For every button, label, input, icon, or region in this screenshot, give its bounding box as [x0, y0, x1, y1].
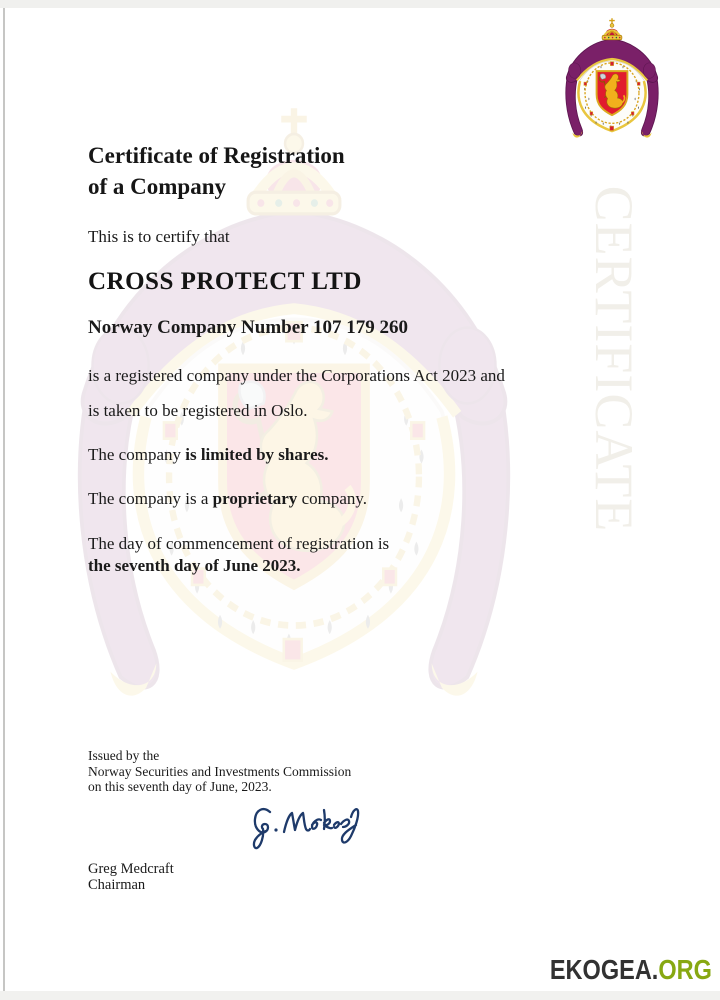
- top-frame-strip: [0, 0, 720, 8]
- certificate-watermark-text: CERTIFICATE: [584, 185, 644, 533]
- brand-name: EKOGEA.: [549, 954, 659, 985]
- proprietary-prefix: The company is a: [88, 489, 213, 508]
- left-frame-line: [3, 8, 5, 991]
- certify-line: This is to certify that: [88, 227, 230, 246]
- issued-by-block: [88, 748, 351, 795]
- registered-line-2: is taken to be registered in Oslo.: [88, 401, 308, 420]
- proprietary-line: [88, 489, 367, 509]
- ekogea-brand-logo: [550, 954, 712, 986]
- issued-line-2: Norway Securities and Investments Commission: [88, 763, 352, 779]
- limited-bold: is limited by shares.: [185, 445, 329, 464]
- registered-line-1: is a registered company under the Corporations Act 2023 and: [88, 366, 505, 385]
- proprietary-suffix: company.: [297, 489, 368, 508]
- signatory-title: Chairman: [88, 877, 146, 893]
- issued-line-1: Issued by the: [88, 748, 160, 763]
- issued-line-3: on this seventh day of June, 2023.: [88, 779, 272, 794]
- signatory-name: Greg Medcraft: [88, 861, 174, 877]
- commencement-line-2: the seventh day of June 2023.: [88, 556, 301, 575]
- norway-royal-coat-of-arms-icon: [546, 15, 678, 147]
- proprietary-bold: proprietary: [212, 489, 298, 508]
- commencement-paragraph: [88, 533, 389, 577]
- bottom-frame-strip: [0, 991, 720, 1000]
- limited-prefix: The company: [88, 445, 186, 464]
- certificate-title: [88, 140, 345, 202]
- brand-tld: ORG: [658, 954, 712, 985]
- company-name: CROSS PROTECT LTD: [88, 268, 362, 295]
- title-line-1: Certificate of Registration: [88, 143, 345, 168]
- chairman-signature: [252, 802, 370, 856]
- company-number-line: Norway Company Number 107 179 260: [88, 317, 409, 338]
- title-line-2: of a Company: [88, 174, 227, 199]
- signatory-block: [88, 861, 174, 893]
- commencement-line-1: The day of commencement of registration is: [88, 534, 390, 553]
- limited-by-shares-line: [88, 445, 329, 465]
